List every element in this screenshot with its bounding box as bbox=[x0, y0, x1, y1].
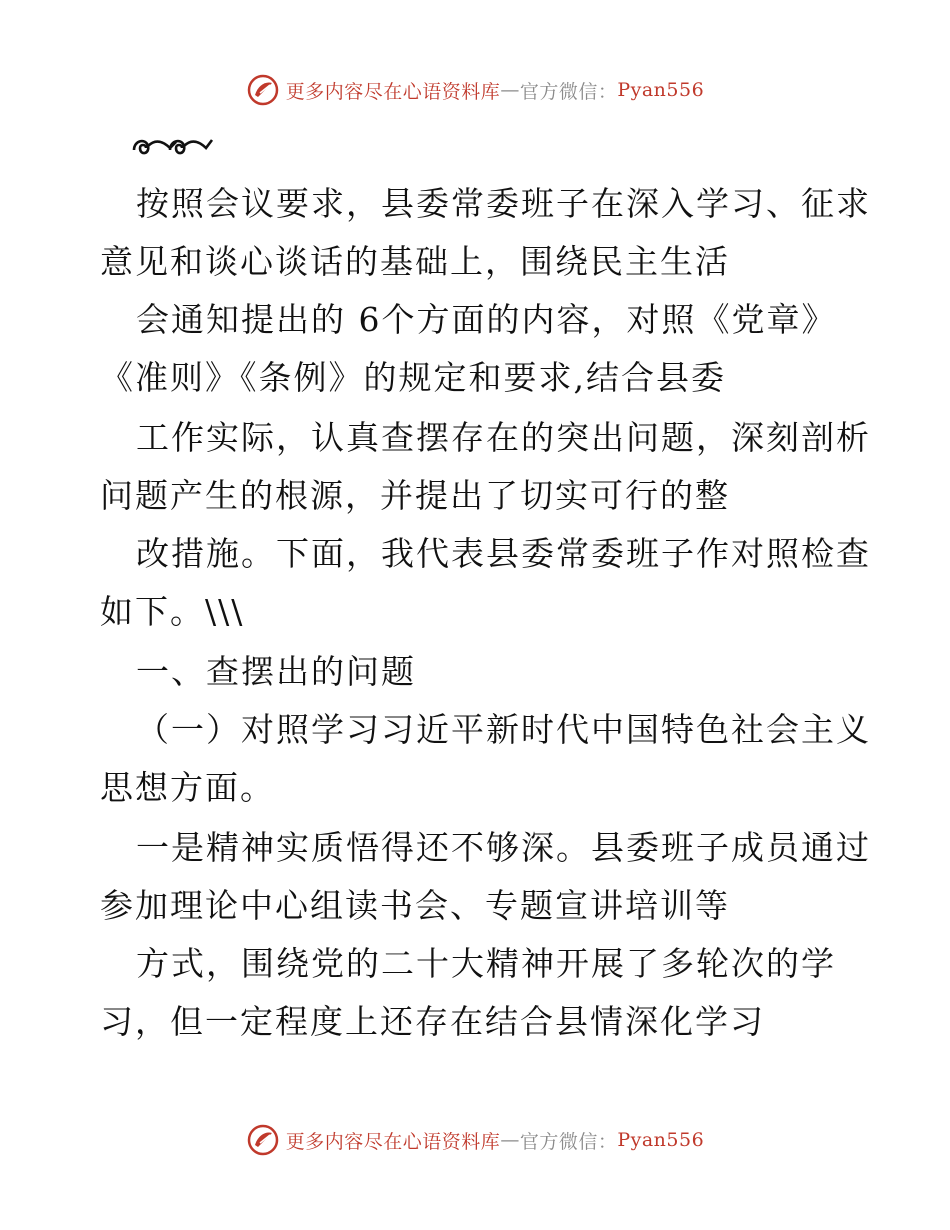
header-watermark-banner bbox=[0, 70, 950, 110]
paragraph-line: 如下。\\\ bbox=[100, 592, 245, 631]
banner-separator: — bbox=[500, 79, 520, 101]
paragraph-line: 改措施。下面，我代表县委常委班子作对照检查 bbox=[136, 534, 871, 573]
paragraph-line: 方式，围绕党的二十大精神开展了多轮次的学 bbox=[136, 944, 836, 983]
scroll-flourish-icon bbox=[130, 132, 214, 160]
paragraph-line: 一是精神实质悟得还不够深。县委班子成员通过 bbox=[136, 828, 871, 867]
banner-wechat-id: Pyan556 bbox=[617, 1129, 705, 1151]
banner-wechat-label: 官方微信： bbox=[519, 1130, 618, 1153]
subsection-heading: （一）对照学习习近平新时代中国特色社会主义 bbox=[136, 710, 871, 749]
paragraph-line: 工作实际，认真查摆存在的突出问题，深刻剖析 bbox=[136, 418, 871, 457]
banner-wechat-id: Pyan556 bbox=[617, 79, 705, 101]
banner-wechat-label: 官方微信： bbox=[519, 80, 618, 103]
footer-watermark-banner bbox=[0, 1120, 950, 1160]
brand-logo-icon bbox=[246, 1123, 280, 1157]
paragraph-line: 问题产生的根源，并提出了切实可行的整 bbox=[100, 476, 730, 515]
banner-brand-text: 更多内容尽在心语资料库 bbox=[285, 1130, 501, 1153]
section-heading: 一、查摆出的问题 bbox=[136, 652, 416, 691]
subsection-heading-continued: 思想方面。 bbox=[100, 768, 275, 807]
banner-separator: — bbox=[500, 1129, 520, 1151]
paragraph-line: 参加理论中心组读书会、专题宣讲培训等 bbox=[100, 886, 730, 925]
paragraph-line: 意见和谈心谈话的基础上，围绕民主生活 bbox=[100, 242, 730, 281]
paragraph-line: 习，但一定程度上还存在结合县情深化学习 bbox=[100, 1002, 765, 1041]
paragraph-line: 《准则》《条例》的规定和要求,结合县委 bbox=[100, 358, 726, 397]
brand-logo-icon bbox=[246, 73, 280, 107]
banner-brand-text: 更多内容尽在心语资料库 bbox=[285, 80, 501, 103]
paragraph-line: 会通知提出的 6个方面的内容，对照《党章》 bbox=[136, 300, 837, 339]
paragraph-line: 按照会议要求，县委常委班子在深入学习、征求 bbox=[136, 184, 871, 223]
